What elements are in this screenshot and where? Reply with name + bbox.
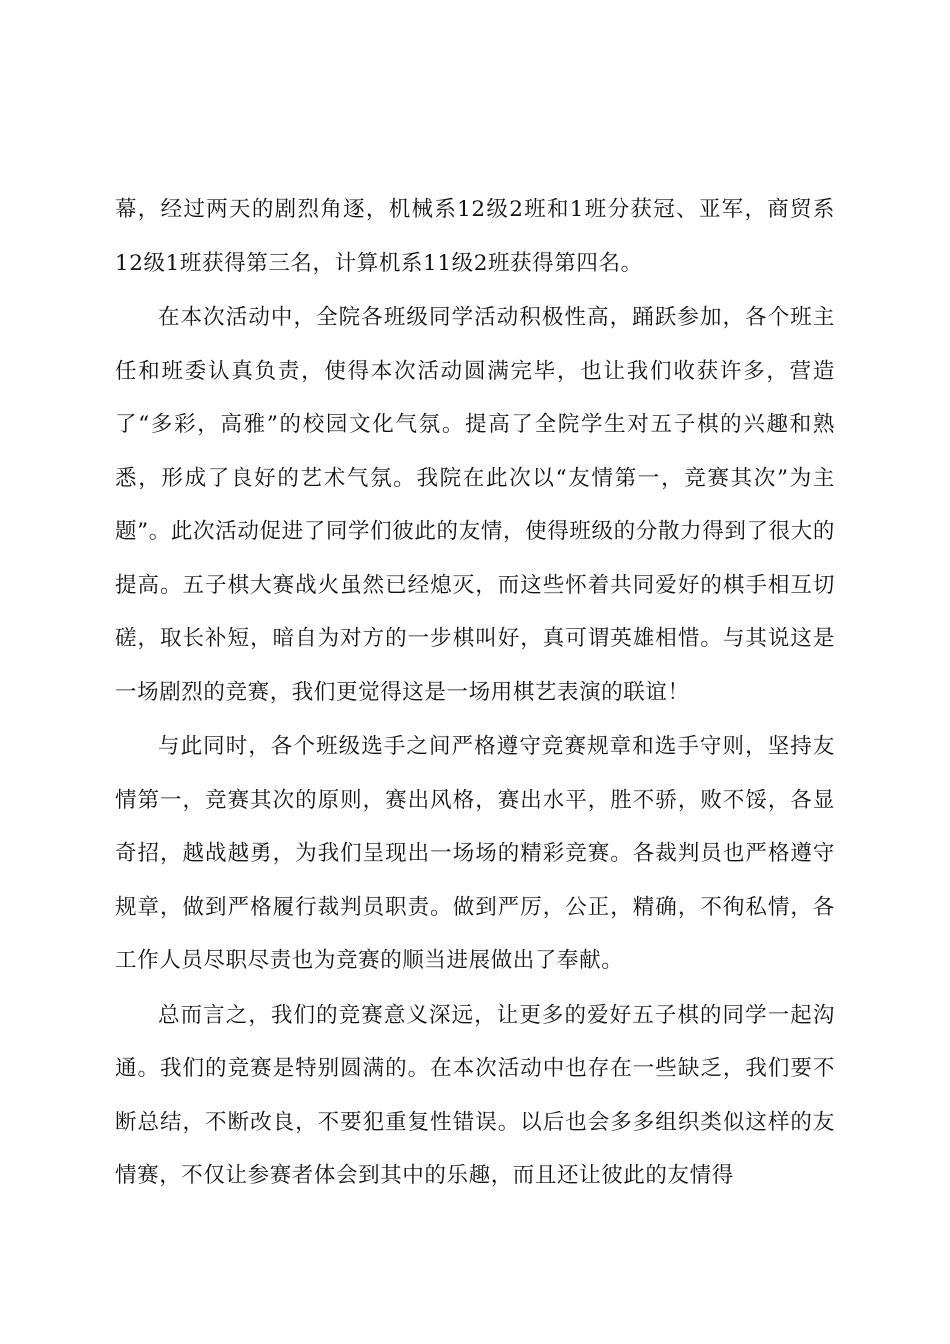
paragraph-2: 在本次活动中，全院各班级同学活动积极性高，踊跃参加，各个班主任和班委认真负责，使得本次活动圆满完毕，也让我们收获许多，营造了“多彩，高雅”的校园文化气氛。提高了全院学生对五子棋的兴趣和熟悉，形成了良好的艺术气氛。我院在此次以“友情第一，竞赛其次”为主题”。此次活动促进了同学们彼此的友情，使得班级的分散力得到了很大的提高。五子棋大赛战火虽然已经熄灭，而这些怀着共同爱好的棋手相互切磋，取长补短，暗自为对方的一步棋叫好，真可谓英雄相惜。与其说这是一场剧烈的竞赛，我们更觉得这是一场用棋艺表演的联谊！ xyxy=(115,305,835,705)
paragraph-4: 总而言之，我们的竞赛意义深远，让更多的爱好五子棋的同学一起沟通。我们的竞赛是特别圆满的。在本次活动中也存在一些缺乏，我们要不断总结，不断改良，不要犯重复性错误。以后也会多多组织类似这样的友情赛，不仅让参赛者体会到其中的乐趣，而且还让彼此的友情得 xyxy=(115,1002,835,1188)
document-body xyxy=(115,183,835,1204)
paragraph-3: 与此同时，各个班级选手之间严格遵守竞赛规章和选手守则，坚持友情第一，竞赛其次的原则，赛出风格，赛出水平，胜不骄，败不馁，各显奇招，越战越勇，为我们呈现出一场场的精彩竞赛。各裁判员也严格遵守规章，做到严格履行裁判员职责。做到严厉，公正，精确，不徇私情，各工作人员尽职尽责也为竞赛的顺当进展做出了奉献。 xyxy=(115,734,835,973)
paragraph-1: 幕，经过两天的剧烈角逐，机械系12级2班和1班分获冠、亚军，商贸系12级1班获得第三名，计算机系11级2班获得第四名。 xyxy=(115,197,835,276)
